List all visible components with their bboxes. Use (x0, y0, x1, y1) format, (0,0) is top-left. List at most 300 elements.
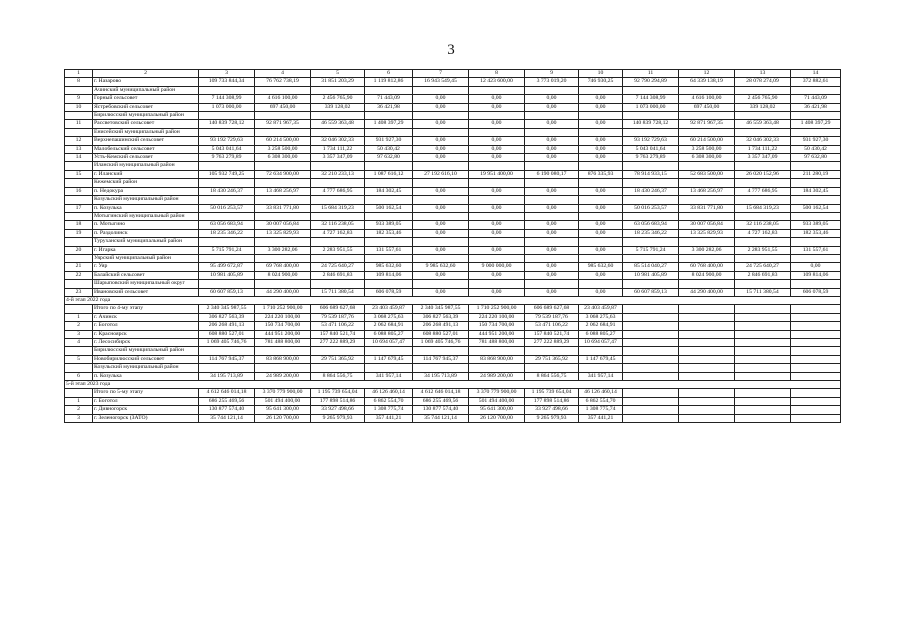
value-cell: 19 951 400,00 (469, 170, 525, 178)
empty-cell (413, 364, 469, 372)
data-table-container (64, 69, 840, 423)
empty-cell (199, 347, 255, 355)
column-number-row (65, 70, 841, 78)
value-cell: 114 767 945,37 (199, 355, 255, 363)
table-row (65, 414, 841, 422)
table-row (65, 145, 841, 153)
value-cell: 32 210 233,13 (311, 170, 365, 178)
empty-cell (311, 280, 365, 288)
empty-cell (579, 112, 623, 120)
value-cell: 46 559 363,48 (735, 120, 791, 128)
entity-name-cell: Рассветовский сельсовет (93, 120, 199, 128)
row-number-cell: 20 (65, 246, 93, 254)
empty-cell (679, 128, 735, 136)
empty-cell (579, 128, 623, 136)
empty-cell (413, 347, 469, 355)
empty-cell (199, 86, 255, 94)
value-cell: 0,00 (413, 120, 469, 128)
value-cell: 985 632,60 (365, 263, 413, 271)
value-cell: 31 851 203,29 (311, 78, 365, 86)
value-cell: 32 116 238,05 (735, 221, 791, 229)
value-cell: 697 450,00 (679, 103, 735, 111)
value-cell: 0,00 (413, 271, 469, 279)
value-cell (791, 313, 841, 321)
empty-cell (365, 86, 413, 94)
data-table (64, 69, 841, 423)
value-cell: 44 290 400,00 (679, 288, 735, 296)
value-cell (735, 313, 791, 321)
value-cell: 2 340 345 987,55 (413, 305, 469, 313)
empty-cell (791, 347, 841, 355)
value-cell: 985 632,60 (579, 263, 623, 271)
empty-cell (623, 254, 679, 262)
value-cell: 83 868 900,00 (255, 355, 311, 363)
value-cell: 0,00 (791, 263, 841, 271)
value-cell: 2 062 684,91 (365, 322, 413, 330)
value-cell: 93 192 729,63 (199, 137, 255, 145)
value-cell: 34 195 713,89 (199, 372, 255, 380)
value-cell: 109 814,06 (365, 271, 413, 279)
value-cell: 1 710 252 900,00 (469, 305, 525, 313)
value-cell: 33 831 771,80 (679, 204, 735, 212)
value-cell: 5 043 041,64 (199, 145, 255, 153)
value-cell: 5 043 041,64 (623, 145, 679, 153)
row-number-cell: 6 (65, 372, 93, 380)
value-cell: 4 727 162,83 (735, 229, 791, 237)
empty-cell (255, 86, 311, 94)
value-cell: 357 441,21 (365, 414, 413, 422)
empty-cell (365, 179, 413, 187)
value-cell: 15 684 319,23 (735, 204, 791, 212)
value-cell: 0,00 (413, 154, 469, 162)
empty-cell (791, 86, 841, 94)
value-cell: 0,00 (579, 271, 623, 279)
value-cell: 24 725 640,27 (311, 263, 365, 271)
row-number-cell: 10 (65, 103, 93, 111)
value-cell (623, 339, 679, 347)
value-cell: 60 607 859,13 (623, 288, 679, 296)
value-cell: 3 258 500,00 (255, 145, 311, 153)
value-cell: 4 777 686,95 (735, 187, 791, 195)
value-cell: 1 069 405 746,76 (199, 339, 255, 347)
row-number-cell (65, 179, 93, 187)
empty-cell (623, 280, 679, 288)
row-number-cell (65, 86, 93, 94)
district-group-label: Ачинский муниципальный район (93, 86, 199, 94)
value-cell (735, 372, 791, 380)
value-cell: 0,00 (469, 288, 525, 296)
value-cell: 71 443,09 (791, 95, 841, 103)
empty-cell (365, 347, 413, 355)
empty-cell (623, 162, 679, 170)
value-cell (623, 406, 679, 414)
table-row (65, 154, 841, 162)
row-number-cell (65, 212, 93, 220)
empty-cell (469, 254, 525, 262)
value-cell: 130 877 574,40 (413, 406, 469, 414)
value-cell: 35 744 121,14 (199, 414, 255, 422)
empty-cell (623, 196, 679, 204)
value-cell: 109 733 844,34 (199, 78, 255, 86)
table-row (65, 120, 841, 128)
value-cell: 95 499 672,87 (199, 263, 255, 271)
empty-cell (623, 128, 679, 136)
empty-cell (525, 212, 579, 220)
value-cell: 23 403 459,87 (579, 305, 623, 313)
empty-cell (579, 238, 623, 246)
value-cell: 95 641 300,00 (255, 406, 311, 414)
value-cell: 0,00 (469, 95, 525, 103)
value-cell: 92 790 294,89 (623, 78, 679, 86)
column-number-cell: 2 (93, 70, 199, 78)
value-cell: 341 957,14 (365, 372, 413, 380)
row-number-cell: 1 (65, 313, 93, 321)
value-cell: 28 078 274,09 (735, 78, 791, 86)
empty-cell (679, 112, 735, 120)
empty-cell (579, 212, 623, 220)
column-number-cell: 8 (469, 70, 525, 78)
empty-cell (579, 162, 623, 170)
value-cell: 0,00 (579, 229, 623, 237)
row-number-cell: 14 (65, 154, 93, 162)
empty-cell (199, 112, 255, 120)
district-group-row (65, 196, 841, 204)
value-cell: 177 898 514,86 (311, 397, 365, 405)
value-cell: 0,00 (469, 221, 525, 229)
empty-cell (365, 254, 413, 262)
empty-cell (255, 238, 311, 246)
value-cell: 0,00 (525, 103, 579, 111)
empty-cell (311, 86, 365, 94)
value-cell: 781 488 800,00 (469, 339, 525, 347)
value-cell: 2 846 691,83 (311, 271, 365, 279)
empty-cell (791, 254, 841, 262)
value-cell: 23 403 459,87 (365, 305, 413, 313)
row-number-cell: 2 (65, 406, 93, 414)
empty-cell (623, 112, 679, 120)
row-number-cell: 9 (65, 95, 93, 103)
value-cell: 8 864 556,75 (525, 372, 579, 380)
empty-cell (525, 347, 579, 355)
empty-cell (413, 212, 469, 220)
value-cell: 26 120 700,00 (255, 414, 311, 422)
table-row (65, 313, 841, 321)
empty-cell (791, 364, 841, 372)
value-cell: 150 734 700,00 (255, 322, 311, 330)
value-cell (679, 355, 735, 363)
value-cell: 60 214 500,00 (255, 137, 311, 145)
value-cell: 372 882,61 (791, 78, 841, 86)
district-group-label: Туруханский муниципальный район (93, 238, 199, 246)
value-cell: 224 220 100,00 (469, 313, 525, 321)
value-cell (791, 372, 841, 380)
row-number-cell (65, 364, 93, 372)
district-group-label: Шарыповский муниципальный округ (93, 280, 199, 288)
value-cell (791, 305, 841, 313)
entity-name-cell: Ястребовский сельсовет (93, 103, 199, 111)
empty-cell (525, 128, 579, 136)
value-cell: 130 877 574,40 (199, 406, 255, 414)
value-cell (679, 322, 735, 330)
row-number-cell: 17 (65, 204, 93, 212)
table-row (65, 288, 841, 296)
value-cell: 53 471 106,22 (311, 322, 365, 330)
empty-cell (255, 212, 311, 220)
district-group-row (65, 212, 841, 220)
value-cell: 606 078,59 (791, 288, 841, 296)
value-cell: 0,00 (413, 246, 469, 254)
entity-name-cell: Итого по 5-му этапу (93, 389, 199, 397)
empty-cell (365, 128, 413, 136)
row-number-cell (65, 196, 93, 204)
empty-cell (413, 254, 469, 262)
value-cell: 34 195 713,89 (413, 372, 469, 380)
empty-cell (365, 112, 413, 120)
value-cell (679, 389, 735, 397)
value-cell: 0,00 (469, 204, 525, 212)
empty-cell (623, 347, 679, 355)
value-cell: 0,00 (413, 145, 469, 153)
value-cell: 3 370 779 900,00 (255, 389, 311, 397)
value-cell: 0,00 (579, 204, 623, 212)
value-cell: 1 147 679,45 (365, 355, 413, 363)
value-cell: 0,00 (525, 229, 579, 237)
row-number-cell: 16 (65, 187, 93, 195)
value-cell: 4 616 100,00 (679, 95, 735, 103)
entity-name-cell: Горный сельсовет (93, 95, 199, 103)
empty-cell (679, 254, 735, 262)
value-cell: 2 456 765,90 (735, 95, 791, 103)
value-cell: 1 734 111,22 (311, 145, 365, 153)
district-group-label: Мотыгинский муниципальный район (93, 212, 199, 220)
value-cell: 3 068 275,63 (365, 313, 413, 321)
table-row (65, 271, 841, 279)
value-cell: 32 046 302,33 (311, 137, 365, 145)
row-number-cell: 22 (65, 271, 93, 279)
row-number-cell (65, 112, 93, 120)
value-cell: 13 325 829,93 (255, 229, 311, 237)
value-cell: 277 222 889,29 (525, 339, 579, 347)
value-cell (679, 339, 735, 347)
value-cell: 3 068 275,63 (579, 313, 623, 321)
empty-cell (579, 179, 623, 187)
value-cell: 29 751 365,92 (311, 355, 365, 363)
empty-cell (255, 280, 311, 288)
empty-cell (579, 280, 623, 288)
empty-cell (525, 238, 579, 246)
empty-cell (791, 196, 841, 204)
value-cell: 0,00 (579, 154, 623, 162)
empty-cell (311, 364, 365, 372)
value-cell: 606 078,59 (365, 288, 413, 296)
table-row (65, 78, 841, 86)
value-cell: 0,00 (413, 229, 469, 237)
value-cell: 876 335,93 (579, 170, 623, 178)
value-cell: 83 868 900,00 (469, 355, 525, 363)
row-number-cell (65, 238, 93, 246)
value-cell (679, 414, 735, 422)
entity-name-cell: г. Иланский (93, 170, 199, 178)
value-cell: 10 981 405,89 (199, 271, 255, 279)
empty-cell (199, 179, 255, 187)
column-number-cell: 5 (311, 70, 365, 78)
empty-cell (525, 254, 579, 262)
district-group-row (65, 162, 841, 170)
value-cell: 6 308 300,00 (255, 154, 311, 162)
value-cell (623, 305, 679, 313)
empty-cell (199, 128, 255, 136)
value-cell: 0,00 (525, 137, 579, 145)
value-cell: 2 456 765,90 (311, 95, 365, 103)
value-cell (735, 330, 791, 338)
empty-cell (413, 162, 469, 170)
value-cell: 608 880 527,01 (199, 330, 255, 338)
value-cell: 1 734 111,22 (735, 145, 791, 153)
empty-cell (199, 212, 255, 220)
value-cell: 9 763 279,89 (199, 154, 255, 162)
row-number-cell (65, 305, 93, 313)
value-cell: 13 468 256,97 (255, 187, 311, 195)
value-cell: 33 927 498,66 (525, 406, 579, 414)
entity-name-cell: г. Зеленогорск (ЗАТО) (93, 414, 199, 422)
value-cell: 0,00 (469, 187, 525, 195)
value-cell: 931 927,30 (365, 137, 413, 145)
empty-cell (525, 196, 579, 204)
empty-cell (679, 212, 735, 220)
value-cell: 64 339 138,19 (679, 78, 735, 86)
value-cell: 4 612 646 014,18 (413, 389, 469, 397)
value-cell: 79 539 187,76 (311, 313, 365, 321)
value-cell: 24 989 200,00 (255, 372, 311, 380)
empty-cell (679, 280, 735, 288)
value-cell: 8 024 900,00 (679, 271, 735, 279)
value-cell: 206 268 491,13 (413, 322, 469, 330)
empty-cell (255, 347, 311, 355)
value-cell: 114 767 945,37 (413, 355, 469, 363)
value-cell: 53 471 106,22 (525, 322, 579, 330)
empty-cell (623, 238, 679, 246)
value-cell: 9 265 979,93 (311, 414, 365, 422)
value-cell: 30 007 056,84 (679, 221, 735, 229)
value-cell (791, 406, 841, 414)
empty-cell (735, 212, 791, 220)
district-group-label: Уярский муниципальный район (93, 254, 199, 262)
empty-cell (311, 238, 365, 246)
entity-name-cell: г. Игарка (93, 246, 199, 254)
value-cell: 0,00 (525, 95, 579, 103)
empty-cell (365, 212, 413, 220)
row-number-cell (65, 162, 93, 170)
value-cell: 0,00 (579, 103, 623, 111)
table-row (65, 355, 841, 363)
value-cell: 0,00 (525, 120, 579, 128)
value-cell: 3 258 500,00 (679, 145, 735, 153)
entity-name-cell: г. Красноярск (93, 330, 199, 338)
value-cell (791, 414, 841, 422)
value-cell: 3 357 347,09 (311, 154, 365, 162)
district-group-row (65, 280, 841, 288)
value-cell: 8 864 556,75 (311, 372, 365, 380)
entity-name-cell: Итого по 4-му этапу (93, 305, 199, 313)
value-cell: 277 222 889,29 (311, 339, 365, 347)
value-cell: 140 839 728,12 (199, 120, 255, 128)
column-number-cell: 6 (365, 70, 413, 78)
district-group-row (65, 347, 841, 355)
row-number-cell: 3 (65, 414, 93, 422)
value-cell: 933 389,05 (791, 221, 841, 229)
value-cell (735, 305, 791, 313)
entity-name-cell: г. Уяр (93, 263, 199, 271)
empty-cell (735, 128, 791, 136)
empty-cell (199, 162, 255, 170)
empty-cell (469, 238, 525, 246)
value-cell: 13 468 256,97 (679, 187, 735, 195)
value-cell: 105 932 749,25 (199, 170, 255, 178)
table-row (65, 263, 841, 271)
value-cell: 211 280,19 (791, 170, 841, 178)
value-cell: 608 880 527,01 (413, 330, 469, 338)
empty-cell (579, 86, 623, 94)
entity-name-cell: Усть-Кемский сельсовет (93, 154, 199, 162)
empty-cell (469, 212, 525, 220)
value-cell: 50 430,42 (791, 145, 841, 153)
empty-cell (413, 280, 469, 288)
value-cell: 150 734 700,00 (469, 322, 525, 330)
value-cell: 5 715 791,24 (623, 246, 679, 254)
page-number: 3 (447, 42, 455, 58)
value-cell (735, 322, 791, 330)
value-cell: 71 443,09 (365, 95, 413, 103)
value-cell: 182 353,46 (791, 229, 841, 237)
value-cell: 3 300 282,06 (255, 246, 311, 254)
value-cell (735, 339, 791, 347)
value-cell: 0,00 (469, 229, 525, 237)
row-number-cell: 4 (65, 339, 93, 347)
value-cell: 69 768 400,00 (255, 263, 311, 271)
empty-cell (255, 112, 311, 120)
column-number-cell: 1 (65, 70, 93, 78)
empty-cell (255, 254, 311, 262)
row-number-cell: 15 (65, 170, 93, 178)
value-cell (623, 313, 679, 321)
value-cell: 0,00 (525, 221, 579, 229)
value-cell: 10 694 057,47 (579, 339, 623, 347)
table-row (65, 229, 841, 237)
value-cell: 0,00 (525, 145, 579, 153)
value-cell: 63 056 683,94 (199, 221, 255, 229)
value-cell: 24 989 200,00 (469, 372, 525, 380)
value-cell: 3 357 347,09 (735, 154, 791, 162)
empty-cell (791, 238, 841, 246)
value-cell: 1 147 679,45 (579, 355, 623, 363)
value-cell: 10 981 405,89 (623, 271, 679, 279)
entity-name-cell: п. Раздолинск (93, 229, 199, 237)
empty-cell (255, 196, 311, 204)
column-number-cell: 11 (623, 70, 679, 78)
empty-cell (199, 280, 255, 288)
value-cell: 306 827 563,39 (199, 313, 255, 321)
column-number-cell: 7 (413, 70, 469, 78)
value-cell (735, 397, 791, 405)
row-number-cell: 5 (65, 355, 93, 363)
empty-cell (413, 238, 469, 246)
value-cell: 0,00 (525, 271, 579, 279)
value-cell: 1 408 397,29 (791, 120, 841, 128)
value-cell: 306 827 563,39 (413, 313, 469, 321)
empty-cell (365, 280, 413, 288)
district-group-label: Козульский муниципальный район (93, 196, 199, 204)
empty-cell (679, 179, 735, 187)
